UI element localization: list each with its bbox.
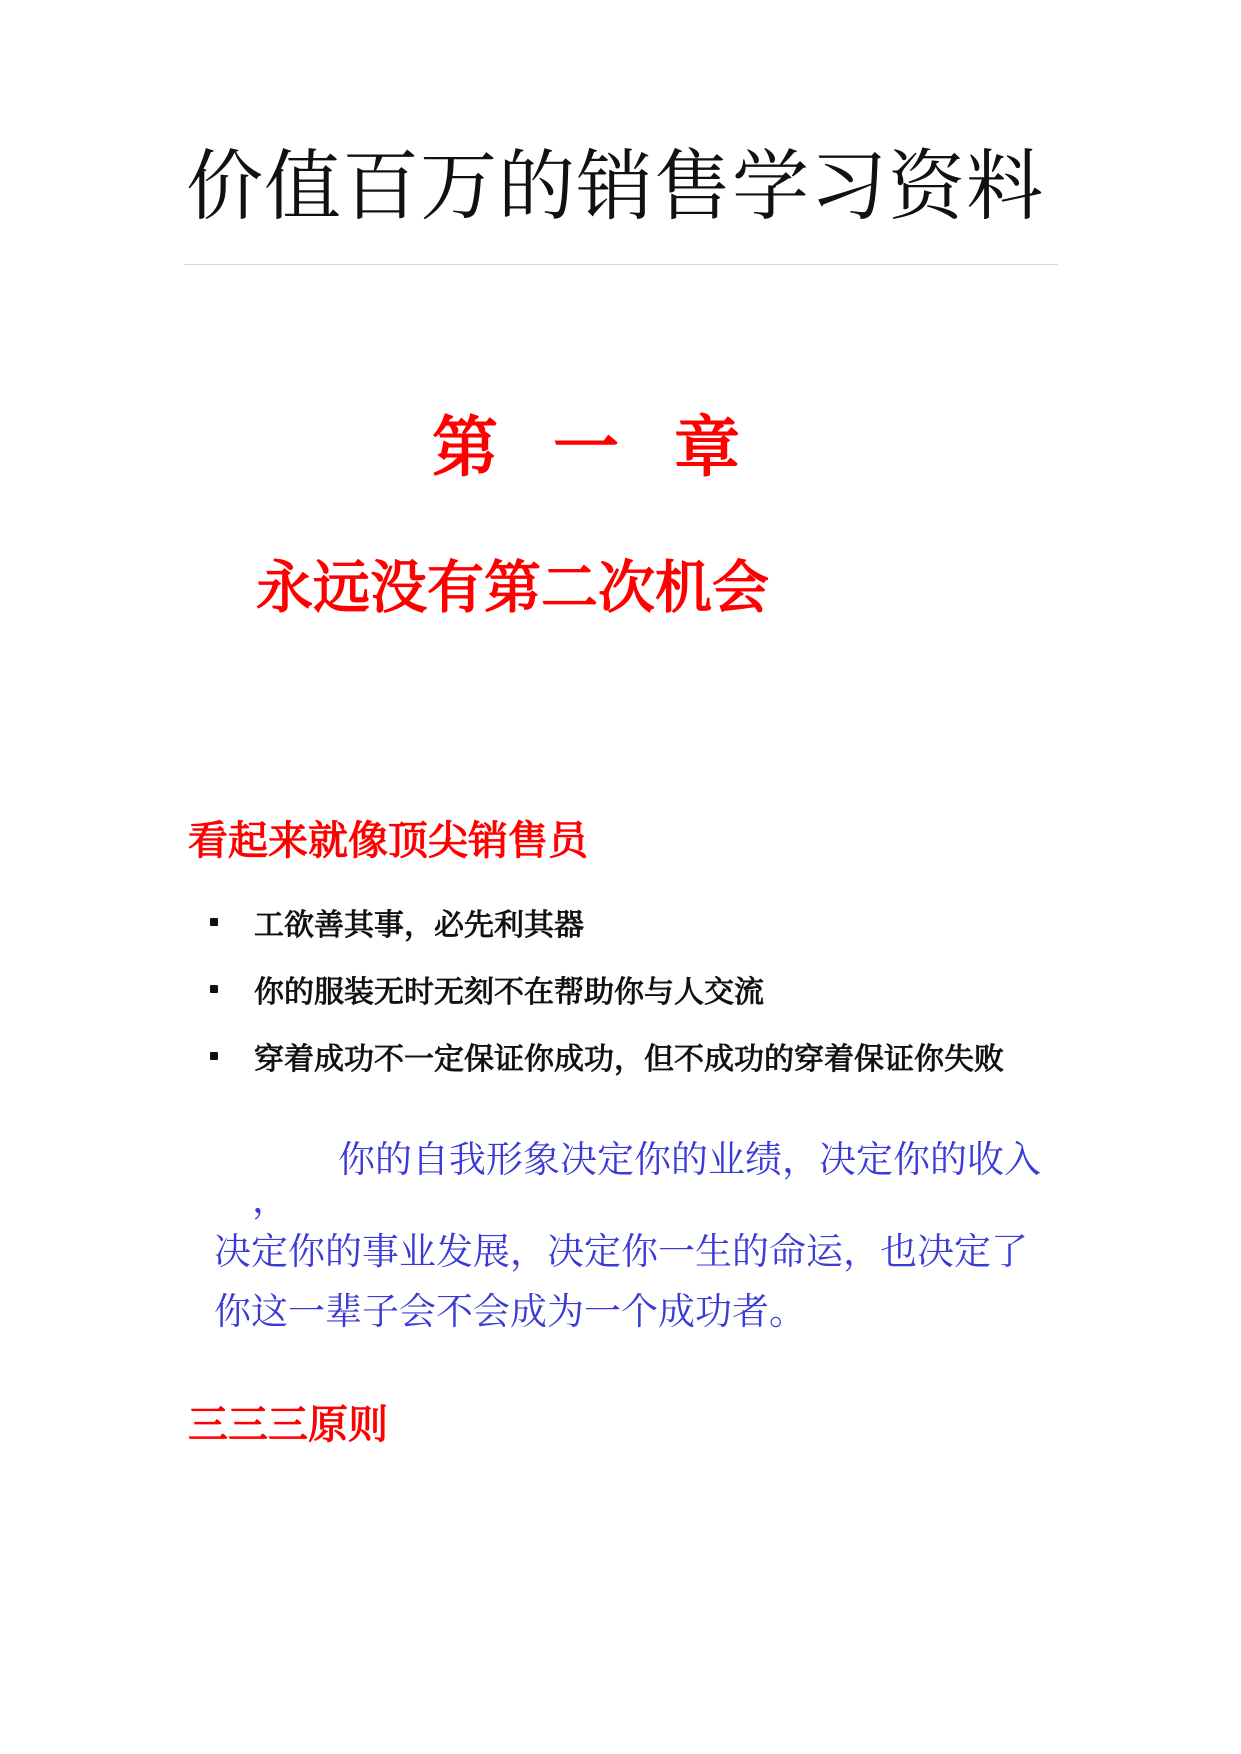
quote-line-1: 你的自我形象决定你的业绩，决定你的收入 bbox=[338, 1138, 1041, 1181]
quote-line-3: 你这一辈子会不会成为一个成功者。 bbox=[214, 1290, 806, 1333]
title-divider bbox=[184, 264, 1058, 265]
list-item bbox=[210, 955, 1004, 1022]
appearance-bullet-list bbox=[210, 888, 1004, 1089]
self-image-quote bbox=[214, 1130, 1114, 1342]
document-title: 价值百万的销售学习资料 bbox=[186, 143, 1044, 232]
quote-line-2: 决定你的事业发展，决定你一生的命运，也决定了 bbox=[214, 1230, 1028, 1273]
list-item bbox=[210, 888, 1004, 955]
section-heading-appearance: 看起来就像顶尖销售员 bbox=[188, 818, 588, 864]
list-item bbox=[210, 1022, 1004, 1089]
bullet-icon bbox=[210, 918, 218, 926]
bullet-text: 穿着成功不一定保证你成功，但不成功的穿着保证你失败 bbox=[254, 1041, 1004, 1077]
bullet-icon bbox=[210, 985, 218, 993]
section-heading-333-principle: 三三三原则 bbox=[188, 1402, 388, 1448]
bullet-text: 你的服装无时无刻不在帮助你与人交流 bbox=[254, 974, 764, 1010]
bullet-text: 工欲善其事，必先利其器 bbox=[254, 907, 584, 943]
chapter-number: 第 一 章 bbox=[432, 409, 756, 486]
quote-comma: ， bbox=[252, 1178, 289, 1221]
chapter-title: 永远没有第二次机会 bbox=[256, 555, 769, 621]
bullet-icon bbox=[210, 1052, 218, 1060]
